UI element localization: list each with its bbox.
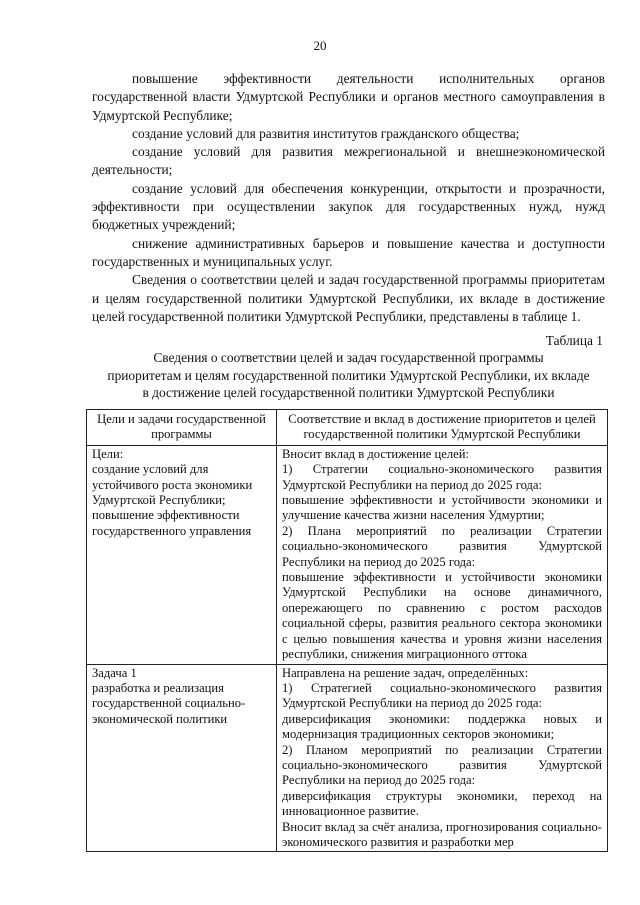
table-label: Таблица 1: [545, 333, 603, 348]
table-cell-contribution: [277, 445, 608, 664]
intro-paragraph: Сведения о соответствии целей и задач государственной программы приоритетам и целям государственной политики Удмуртской Республики, их вкладе в достижение целей государственной политики Удмуртской Республики, представлены в таблице 1.: [92, 272, 605, 324]
table-header-row: [87, 410, 608, 446]
cell-paragraph: 2) Планом мероприятий по реализации Стратегии социально-экономического развития Удмуртской Республики на период до 2025 года:: [282, 742, 602, 788]
cell-paragraph: 1) Стратегии социально-экономического развития Удмуртской Республики на период до 2025 года:: [282, 462, 602, 492]
cell-line: Цели:: [92, 446, 124, 461]
table-row: [87, 664, 608, 852]
intro-paragraph: создание условий для развития межрегиональной и внешнеэкономической деятельности;: [92, 144, 605, 178]
cell-paragraph: 1) Стратегией социально-экономического развития Удмуртской Республики на период до 2025 года:: [282, 680, 602, 711]
intro-text: [92, 70, 605, 326]
table-caption-line: Сведения о соответствии целей и задач государственной программы: [153, 350, 544, 365]
cell-paragraph: повышение эффективности и устойчивости экономики и улучшение качества жизни населения Удмуртии;: [282, 493, 602, 523]
intro-paragraph: создание условий для обеспечения конкуренции, открытости и прозрачности, эффективности при осуществлении закупок для государственных нужд, нужд бюджетных учреждений;: [92, 180, 605, 233]
table-header-goals: Цели и задачи государственной программы: [87, 410, 277, 446]
cell-line: повышение эффективности государственного управления: [92, 508, 252, 538]
table-header-contribution: Соответствие и вклад в достижение приоритетов и целей государственной политики Удмуртской Республики: [277, 410, 608, 446]
intro-paragraph: создание условий для развития институтов гражданского общества;: [132, 125, 520, 141]
table-cell-contribution: [277, 664, 608, 852]
table-cell-goals: [87, 445, 277, 664]
intro-paragraph: повышение эффективности деятельности исполнительных органов государственной власти Удмуртской Республики и органов местного самоуправления в Удмуртской Республике;: [92, 71, 605, 123]
table-caption-line: в достижение целей государственной политики Удмуртской Республики: [142, 385, 555, 400]
table-caption-line: приоритетам и целям государственной политики Удмуртской Республики, их вкладе: [107, 367, 590, 383]
cell-paragraph: диверсификация экономики: поддержка новых и модернизация традиционных секторов экономики;: [282, 711, 602, 742]
cell-paragraph: Направлена на решение задач, определённых:: [282, 665, 529, 680]
cell-paragraph: 2) Плана мероприятий по реализации Стратегии социально-экономического развития Удмуртской Республики на период до 2025 года:: [282, 523, 602, 569]
cell-paragraph: Вносит вклад за счёт анализа, прогнозирования социально-экономического развития и разработки мер: [282, 819, 602, 849]
cell-paragraph: диверсификация структуры экономики, переход на инновационное развитие.: [282, 788, 602, 819]
table-cell-goals: [87, 664, 277, 852]
table-caption: [92, 349, 605, 402]
cell-line: Задача 1: [92, 665, 137, 680]
cell-line: разработка и реализация государственной социально-экономической политики: [92, 680, 246, 726]
goals-table: [86, 409, 608, 852]
intro-paragraph: снижение административных барьеров и повышение качества и доступности государственных и муниципальных услуг.: [92, 235, 605, 269]
page-number: 20: [313, 38, 327, 53]
table-row: [87, 445, 608, 664]
cell-paragraph: Вносит вклад в достижение целей:: [282, 446, 469, 461]
cell-paragraph: повышение эффективности и устойчивости экономики Удмуртской Республики на основе динамичного, опережающего по сравнению с ростом расходов социальной сферы, развития реального сектора экономики с целью повышения качества и уровня жизни населения республики, снижения миграционного оттока: [282, 570, 602, 662]
cell-line: создание условий для устойчивого роста экономики Удмуртской Республики;: [92, 462, 253, 508]
